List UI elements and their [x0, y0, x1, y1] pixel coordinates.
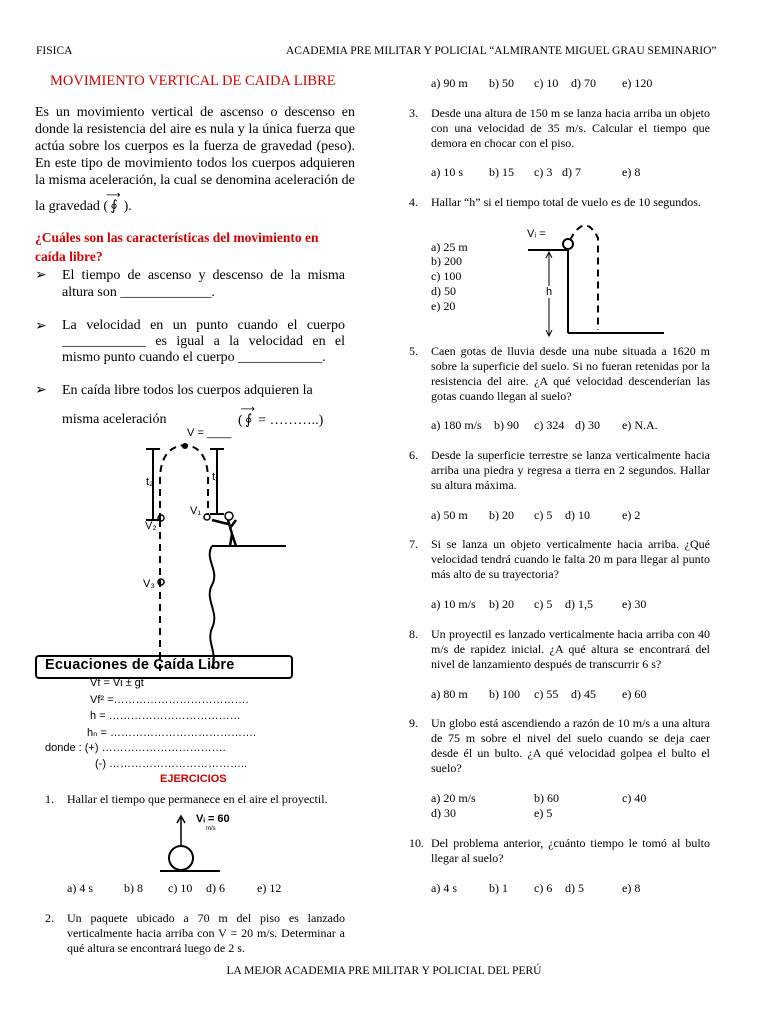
exercise-2-option: a) 90 m: [431, 76, 468, 90]
characteristic-item-2: La velocidad en un punto cuando el cuerpo ____________ es igual a la velocidad en el mismo punto cuando el cuerpo ____________.: [62, 318, 345, 365]
exercise-5-option: e) N.A.: [622, 418, 658, 432]
exercise-6-option: d) 10: [565, 508, 590, 522]
characteristics-question: ¿Cuáles son las características del movimiento en caída libre?: [35, 230, 319, 264]
bullet-icon: ➢: [35, 268, 47, 283]
exercise-7-option: b) 20: [489, 597, 514, 611]
exercise-4-option: a) 25 m: [431, 240, 468, 254]
exercise-5-number: 5.: [409, 344, 418, 358]
exercise-5-option: b) 90: [494, 418, 519, 432]
exercise-1-option: e) 12: [257, 881, 282, 895]
page-footer: LA MEJOR ACADEMIA PRE MILITAR Y POLICIAL DEL PERÚ: [226, 965, 542, 977]
exercise-10-option: d) 5: [565, 881, 584, 895]
exercise-7-number: 7.: [409, 537, 418, 551]
exercises-title: EJERCICIOS: [160, 773, 227, 785]
exercise-9-option: c) 40: [622, 791, 647, 805]
exercise-10-option: a) 4 s: [431, 881, 457, 895]
exercise-10-option: e) 8: [622, 881, 641, 895]
exercise-2-number: 2.: [45, 911, 54, 925]
exercise-9-option: a) 20 m/s: [431, 791, 476, 805]
bullet-icon: ➢: [35, 383, 47, 398]
exercise-8-option: d) 45: [571, 687, 596, 701]
exercise-3-option: c) 3: [534, 165, 553, 179]
exercise-2-option: e) 120: [622, 76, 653, 90]
exercise-8-option: c) 55: [534, 687, 559, 701]
exercise-5-text: Caen gotas de lluvia desde una nube situada a 1620 m sobre la superficie del suelo. Si no fueran retenidas por la resistencia del aire. ¿A qué velocidad descenderían las gotas cuando llegan al suelo?: [431, 344, 710, 403]
exercise-5-option: c) 324: [534, 418, 565, 432]
exercise-4-figure-h: h: [546, 286, 553, 298]
exercise-1-figure-unit: m/s: [206, 826, 216, 832]
exercise-10-option: b) 1: [489, 881, 508, 895]
exercise-2-option: d) 70: [571, 76, 596, 90]
equation-4: hₙ = ………………………………….: [87, 727, 257, 739]
gravity-vector-symbol: ∮ ⟶: [240, 404, 256, 427]
intro-paragraph: Es un movimiento vertical de ascenso o descenso en donde la resistencia del aire es nula y la única fuerza que actúa sobre los cuerpos es la fuerza de gravedad (peso). En este tipo de movimiento todos los cuerpos adquieren la misma aceleración, la cual se denomina aceleración de: [35, 105, 355, 188]
top-velocity-label: V = ____: [187, 427, 232, 439]
exercise-3-option: e) 8: [622, 165, 641, 179]
v2-label: V₂: [145, 520, 157, 532]
exercise-6-option: b) 20: [489, 508, 514, 522]
exercise-6-option: a) 50 m: [431, 508, 468, 522]
exercise-9-number: 9.: [409, 716, 418, 730]
exercise-4-option: d) 50: [431, 284, 456, 298]
t1-label: t₁: [212, 471, 219, 483]
exercise-3-option: b) 15: [489, 165, 514, 179]
exercise-6-option: c) 5: [534, 508, 553, 522]
exercise-1-text: Hallar el tiempo que permanece en el aire el proyectil.: [67, 792, 328, 806]
page-title: MOVIMIENTO VERTICAL DE CAIDA LIBRE: [50, 73, 336, 89]
equation-sign-plus: donde : (+) …………………………….: [45, 742, 226, 754]
exercise-4-number: 4.: [409, 195, 418, 209]
exercise-3-number: 3.: [409, 106, 418, 120]
exercise-7-option: c) 5: [534, 597, 553, 611]
exercise-1-option: c) 10: [168, 881, 193, 895]
characteristic-item-3-line2: misma aceleración: [62, 412, 167, 427]
exercise-5-option: d) 30: [575, 418, 600, 432]
t2-label: t₂: [146, 476, 154, 488]
bullet-icon: ➢: [35, 319, 47, 334]
intro-gravity-line: la gravedad ( ∮ ⟶ ).: [35, 190, 132, 214]
exercise-1-option: a) 4 s: [67, 881, 93, 895]
equation-3: h = ………………………………: [90, 710, 241, 722]
exercise-10-option: c) 6: [534, 881, 553, 895]
exercise-4-option: e) 20: [431, 299, 456, 313]
exercise-2-option: b) 50: [489, 76, 514, 90]
exercise-4-text: Hallar “h” si el tiempo total de vuelo es de 10 segundos.: [431, 195, 701, 209]
exercise-4-option: b) 200: [431, 254, 462, 268]
exercise-8-option: b) 100: [489, 687, 520, 701]
v1-label: V₁: [190, 505, 202, 517]
exercise-6-text: Desde la superficie terrestre se lanza verticalmente hacia arriba una piedra y regresa a tierra en 2 segundos. Hallar su altura máxima.: [431, 448, 710, 492]
exercise-5-option: a) 180 m/s: [431, 418, 482, 432]
exercise-10-number: 10.: [409, 836, 424, 850]
exercise-8-number: 8.: [409, 627, 418, 641]
exercise-7-option: d) 1,5: [565, 597, 593, 611]
acceleration-equation: ( ∮ ⟶ = ………..): [238, 404, 324, 428]
exercise-8-option: e) 60: [622, 687, 647, 701]
exercise-4-option: c) 100: [431, 269, 462, 283]
exercise-8-text: Un proyectil es lanzado verticalmente hacia arriba con 40 m/s de rapidez inicial. ¿A qué altura se encontrará del nivel de lanzamiento después de transcurrir 6 s?: [431, 627, 710, 671]
exercise-6-option: e) 2: [622, 508, 641, 522]
exercise-3-option: d) 7: [562, 165, 581, 179]
exercise-6-number: 6.: [409, 448, 418, 462]
exercise-7-text: Si se lanza un objeto verticalmente hacia arriba. ¿Qué velocidad tendrá cuando le falta 20 m para llegar al punto más alto de su trayectoria?: [431, 537, 710, 581]
exercise-7-option: a) 10 m/s: [431, 597, 476, 611]
characteristic-item-1: El tiempo de ascenso y descenso de la misma altura son _____________.: [62, 268, 345, 300]
exercise-3-text: Desde una altura de 150 m se lanza hacia arriba un objeto con una velocidad de 35 m/s. Calcular el tiempo que demora en chocar con el piso.: [431, 106, 710, 150]
equation-2: Vf² =……………………………….: [90, 694, 249, 706]
exercise-2-option: c) 10: [534, 76, 559, 90]
exercise-10-text: Del problema anterior, ¿cuánto tiempo le tomó al bulto llegar al suelo?: [431, 836, 710, 865]
exercise-1-option: b) 8: [124, 881, 143, 895]
exercise-9-option: b) 60: [534, 791, 559, 805]
characteristic-item-3: En caída libre todos los cuerpos adquieren la: [62, 383, 313, 398]
exercise-9-option: d) 30: [431, 806, 456, 820]
exercise-8-option: a) 80 m: [431, 687, 468, 701]
equation-1: Vf = Vi ± gt: [90, 677, 144, 689]
equation-sign-minus: (-) ………………………………..: [95, 758, 248, 770]
exercise-4-figure-label: Vᵢ =: [527, 228, 546, 240]
exercise-9-option: e) 5: [534, 806, 553, 820]
exercise-1-number: 1.: [45, 792, 54, 806]
exercise-3-option: a) 10 s: [431, 165, 463, 179]
gravity-vector-symbol: ∮ ⟶: [106, 190, 121, 213]
exercise-9-text: Un globo está ascendiendo a razón de 10 m/s a una altura de 75 m sobre el nivel del suelo cuando se deja caer desde él un bulto. ¿A qué velocidad golpea el bulto el suelo?: [431, 716, 710, 775]
exercise-1-figure-label: Vᵢ = 60: [196, 813, 230, 825]
exercise-1-option: d) 6: [206, 881, 225, 895]
equations-title: Ecuaciones de Caída Libre: [45, 657, 235, 673]
exercise-7-option: e) 30: [622, 597, 647, 611]
subject-label: FISICA: [36, 45, 73, 57]
academy-header: ACADEMIA PRE MILITAR Y POLICIAL “ALMIRANTE MIGUEL GRAU SEMINARIO”: [286, 45, 717, 57]
v3-label: V₃: [143, 578, 155, 590]
exercise-2-text: Un paquete ubicado a 70 m del piso es lanzado verticalmente hacia arriba con V = 20 m/s. Determinar a qué altura se encontrará luego de 2 s.: [67, 911, 345, 955]
